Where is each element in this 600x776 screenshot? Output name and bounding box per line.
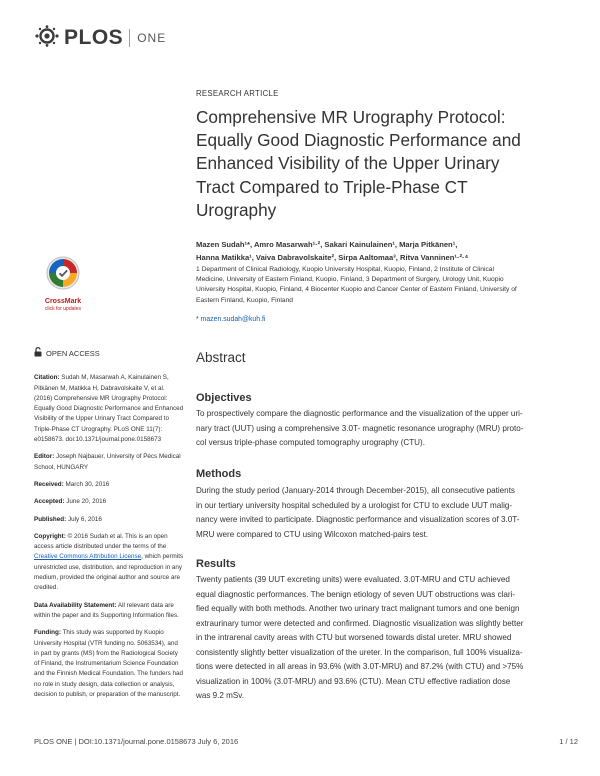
accepted-label: Accepted:	[34, 498, 65, 506]
open-access-label	[34, 347, 184, 360]
author-list	[196, 238, 568, 264]
title-line: Comprehensive MR Urography Protocol:	[196, 107, 506, 127]
body-line: Twenty patients (39 UUT excreting units) were evaluated. 3.0T-MRU and CTU achieved	[196, 575, 510, 584]
body-line: extraurinary tumor were detected and confirmed. Diagnostic visualization was slightly better	[196, 618, 524, 628]
open-access-text: OPEN ACCESS	[46, 348, 100, 358]
article-type-label: RESEARCH ARTICLE	[196, 89, 279, 98]
results-text	[196, 573, 568, 704]
body-line: fied equally with both methods. Another two urinary tract malignant tumors and one benign	[196, 604, 520, 613]
title-line: Enhanced Visibility of the Upper Urinary	[196, 153, 500, 174]
copyright-block	[34, 532, 184, 594]
funding-block	[34, 628, 184, 700]
funding-label: Funding:	[34, 629, 61, 637]
citation-label: Citation:	[34, 374, 60, 382]
citation-block	[34, 373, 184, 445]
title-line: Equally Good Diagnostic Performance and	[196, 130, 521, 151]
body-line: col versus triple-phase computed tomography urography (CTU).	[196, 438, 425, 447]
author-line: Hanna Matikka¹, Vaiva Dabravolskaite², Sirpa Aaltomaa³, Ritva Vanninen¹·²·⁴	[196, 253, 469, 262]
body-line: During the study period (January-2014 through December-2015), all consecutive patients	[196, 486, 515, 495]
data-availability-text: All relevant data are within the paper and its Supporting Information files.	[34, 601, 179, 619]
logo-divider	[129, 29, 130, 47]
data-availability-block	[34, 601, 184, 622]
affiliation-line: Eastern Finland, Kuopio, Finland	[196, 296, 294, 304]
affiliation-line: University Hospital, Kuopio, Finland, 4 Biocenter Kuopio and Cancer Center of Eastern Finland, University of	[196, 286, 517, 294]
accepted-block	[34, 497, 184, 507]
plos-logo-icon	[34, 25, 60, 52]
article-title	[196, 106, 568, 222]
editor-label: Editor:	[34, 453, 55, 461]
published-label: Published:	[34, 515, 67, 523]
methods-heading: Methods	[196, 468, 242, 480]
affiliations	[196, 265, 568, 306]
title-line: Urography	[196, 199, 277, 220]
received-date: March 30, 2016	[65, 480, 110, 488]
body-line: in our tertiary university hospital scheduled by a urologist for CTU to exclude UUT malig-	[196, 500, 513, 510]
affiliation-line: Medicine, University of Eastern Finland, Kuopio, Finland, 3 Department of Surgery, Urology Unit, Kuopio	[196, 276, 504, 284]
copyright-text-end: , which permits unrestricted use, distribution, and reproduction in any medium, provided the original author and source are credited.	[34, 553, 184, 592]
page-number: 1 / 12	[559, 737, 578, 746]
license-link[interactable]: Creative Commons Attribution License	[34, 553, 142, 561]
crossmark-label: CrossMark	[44, 298, 82, 305]
body-line: consistently slightly better visualization of the ureter. In the comparison, full 100% visualiza-	[196, 647, 523, 657]
body-line: tions were detected in all areas in 93.6% (with 3.0T-MRU) and 87.2% (with CTU) and >75%	[196, 662, 524, 671]
published-block	[34, 515, 184, 525]
objectives-text	[196, 407, 568, 451]
body-line: To prospectively compare the diagnostic performance and the visualization of the upper uri-	[196, 409, 523, 418]
funding-text: This study was supported by Kuopio University Hospital (VTR funding no. 5063534), and in part by grants (MS) from the Radiological Society of Finland, the Instrumentarium Science Foundation and the Finnish Medical Foundation. The funders had no role in study design, data collection or analysis, decision to publish, or preparation of the manuscript.	[34, 629, 184, 699]
abstract-heading: Abstract	[196, 350, 246, 365]
email-marker: *	[196, 316, 199, 323]
received-block	[34, 480, 184, 490]
footer-citation: PLOS ONE | DOI:10.1371/journal.pone.0158673 July 6, 2016	[34, 737, 239, 746]
corresponding-email[interactable]	[196, 316, 568, 323]
body-line: MRU were compared to CTU using Wilcoxon matched-pairs test.	[196, 529, 429, 539]
copyright-text: © 2016 Sudah et al. This is an open access article distributed under the terms of the	[34, 532, 168, 551]
crossmark-icon	[40, 255, 86, 296]
title-line: Tract Compared to Triple-Phase CT	[196, 176, 468, 197]
logo-text: PLOS	[64, 26, 124, 49]
citation-text: Sudah M, Masarwah A, Kainulainen S, Pitkänen M, Matikka H, Dabravolskaite V, et al. (2016) Comprehensive MR Urography Protocol: Equally Good Diagnostic Performance and Enhanced Visibility of the Upper Urinary Tract Compared to Triple-Phase CT Urography. PLoS ONE 11(7): e0158673. doi:10.1371/journal.pone.0158673	[34, 374, 184, 444]
editor-block	[34, 452, 184, 473]
affiliation-line: 1 Department of Clinical Radiology, Kuopio University Hospital, Kuopio, Finland, 2 Institute of Clinical	[196, 266, 494, 273]
author-line: Mazen Sudah¹*, Amro Masarwah¹·², Sakari Kainulainen¹, Marja Pitkänen¹,	[196, 240, 458, 249]
received-label: Received:	[34, 480, 64, 488]
data-availability-label: Data Availability Statement:	[34, 601, 117, 609]
email-link[interactable]: mazen.sudah@kuh.fi	[200, 316, 266, 323]
methods-text	[196, 484, 568, 542]
body-line: nary tract (UUT) using a comprehensive 3.0T- magnetic resonance urography (MRU) proto-	[196, 423, 524, 433]
body-line: equal diagnostic performances. The benign etiology of seven UUT obstructions was clari-	[196, 589, 516, 599]
body-line: visualization in 100% (3.0T-MRU) and 93.6% (CTU). Mean CTU effective radiation dose	[196, 676, 511, 686]
body-line: in the intrarenal cavity areas with CTU but worsened towards distal ureter. MRU showed	[196, 633, 512, 642]
objectives-heading: Objectives	[196, 392, 252, 404]
page-footer	[34, 737, 578, 746]
article-info-sidebar	[34, 347, 184, 707]
editor-text: Joseph Najbauer, University of Pécs Medical School, HUNGARY	[34, 453, 181, 471]
open-lock-icon	[34, 347, 42, 360]
copyright-label: Copyright:	[34, 532, 66, 540]
crossmark-sub: click for updates	[44, 306, 82, 312]
body-line: nancy were invited to participate. Diagnostic performance and visualization scores of 3.0T-	[196, 515, 520, 524]
published-date: July 6, 2016	[67, 515, 102, 523]
logo-journal: ONE	[137, 31, 167, 45]
crossmark-badge[interactable]	[40, 255, 86, 312]
accepted-date: June 20, 2016	[66, 498, 107, 506]
results-heading: Results	[196, 558, 236, 570]
body-line: was 9.2 mSv.	[196, 691, 244, 700]
plos-one-logo[interactable]	[34, 26, 166, 50]
